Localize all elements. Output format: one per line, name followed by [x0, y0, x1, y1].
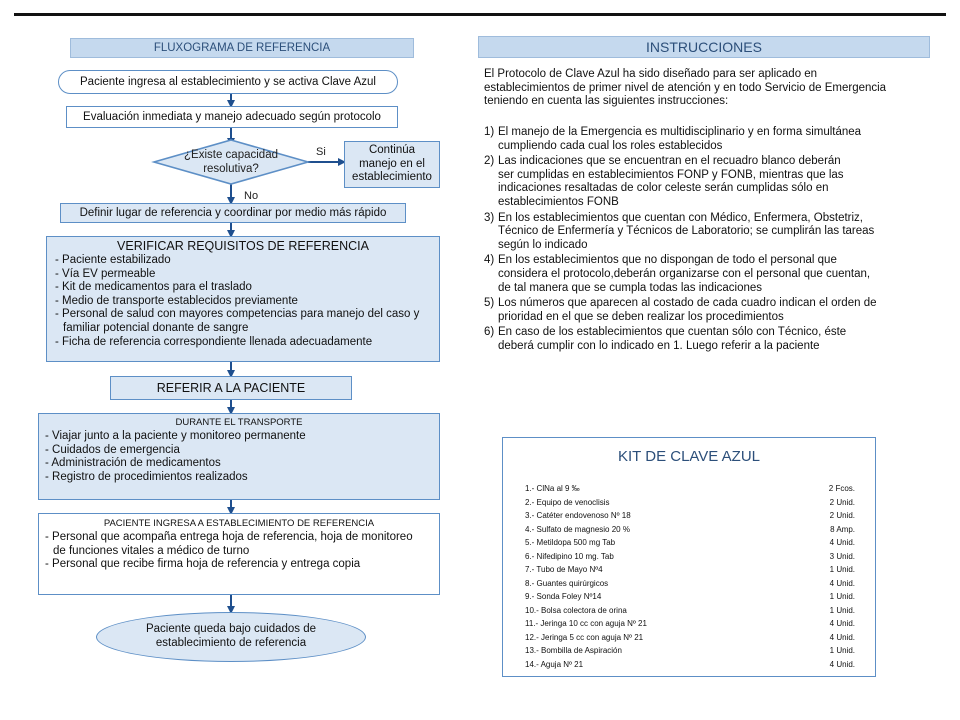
instructions-intro — [484, 68, 934, 109]
instruction-line: cumpliendo cada cual los roles establecidos — [498, 139, 723, 152]
transport-box — [38, 413, 440, 500]
arrival-box — [38, 513, 440, 595]
instructions-title: INSTRUCCIONES — [478, 36, 930, 58]
instruction-item — [484, 254, 934, 295]
arrival-item: - Personal que recibe firma hoja de referencia y entrega copia — [45, 558, 361, 571]
kit-box — [502, 437, 876, 677]
decision-line-2: resolutiva? — [203, 163, 259, 175]
verify-item: - Paciente estabilizado — [55, 254, 171, 266]
refer-patient-box: REFERIR A LA PACIENTE — [110, 376, 352, 400]
verify-item: - Medio de transporte establecidos previamente — [55, 294, 298, 307]
kit-item-qty: 1 Unid. — [829, 646, 855, 655]
flowchart-title: FLUXOGRAMA DE REFERENCIA — [70, 38, 414, 58]
kit-item-name: 14.- Aguja Nº 21 — [525, 659, 584, 669]
kit-title: KIT DE CLAVE AZUL — [618, 448, 760, 465]
kit-item-name: 7.- Tubo de Mayo Nº4 — [525, 565, 603, 574]
instruction-line: El manejo de la Emergencia es multidisciplinario y en forma simultánea — [498, 126, 862, 138]
kit-item-qty: 4 Unid. — [829, 578, 855, 588]
kit-item-qty: 2 Unid. — [829, 497, 855, 507]
instruction-line: según lo indicado — [498, 238, 588, 251]
instruction-number: 5) — [484, 297, 495, 310]
kit-item-qty: 1 Unid. — [829, 592, 855, 601]
continue-line-1: Continúa — [368, 144, 416, 157]
instruction-line: ser cumplidas en establecimientos FONP y FONB, mientras que las — [498, 168, 844, 181]
kit-item-qty: 3 Unid. — [829, 551, 855, 561]
intro-line: teniendo en cuenta las siguientes instrucciones: — [484, 95, 729, 108]
transport-item: - Administración de medicamentos — [45, 457, 221, 470]
kit-item-name: 3.- Catéter endovenoso Nº 18 — [525, 511, 631, 520]
kit-item-name: 2.- Equipo de venoclisis — [525, 497, 610, 507]
kit-item-name: 6.- Nifedipino 10 mg. Tab — [525, 551, 614, 561]
continue-box — [344, 141, 440, 188]
kit-item-name: 5.- Metildopa 500 mg Tab — [525, 538, 616, 547]
instructions-list — [484, 126, 934, 356]
kit-item-name: 11.- Jeringa 10 cc con aguja Nº 21 — [525, 619, 647, 628]
instruction-line: En caso de los establecimientos que cuentan sólo con Técnico, éste — [498, 326, 847, 339]
instruction-item — [484, 126, 934, 153]
decision-label — [170, 147, 292, 179]
kit-item-name: 4.- Sulfato de magnesio 20 % — [525, 524, 630, 534]
verify-item: - Vía EV permeable — [55, 267, 156, 280]
instruction-item — [484, 297, 934, 324]
transport-item: - Cuidados de emergencia — [45, 443, 180, 456]
instruction-number: 3) — [484, 211, 495, 224]
kit-item-qty: 1 Unid. — [829, 605, 855, 615]
kit-item-name: 9.- Sonda Foley Nº14 — [525, 592, 602, 601]
verify-requirements-box — [46, 236, 440, 362]
intro-line: El Protocolo de Clave Azul ha sido diseñado para ser aplicado en — [484, 68, 818, 80]
instruction-line: indicaciones resaltadas de color celeste serán cumplidas sólo en — [498, 182, 829, 195]
instruction-line: Las indicaciones que se encuentran en el recuadro blanco deberán — [498, 155, 841, 168]
kit-item-name: 10.- Bolsa colectora de orina — [525, 605, 627, 615]
yes-label: Si — [316, 146, 326, 158]
define-referral-box: Definir lugar de referencia y coordinar por medio más rápido — [60, 203, 406, 223]
transport-list — [45, 430, 433, 484]
end-line-1: Paciente queda bajo cuidados de — [145, 623, 317, 636]
arrival-title: PACIENTE INGRESA A ESTABLECIMIENTO DE REFERENCIA — [103, 518, 375, 529]
instruction-line: En los establecimientos que no dispongan de todo el personal que — [498, 254, 837, 267]
kit-item-qty: 1 Unid. — [829, 565, 855, 574]
instruction-line: En los establecimientos que cuentan con Médico, Enfermera, Obstetriz, — [498, 211, 863, 224]
instruction-number: 6) — [484, 326, 495, 339]
verify-item: - Kit de medicamentos para el traslado — [55, 281, 252, 294]
kit-item-qty: 2 Unid. — [829, 511, 855, 520]
instruction-item — [484, 212, 934, 253]
arrival-item: de funciones vitales a médico de turno — [53, 544, 250, 557]
instruction-line: de tal manera que se cumpla todas las indicaciones — [498, 281, 763, 294]
no-label: No — [244, 190, 259, 202]
instruction-line: Los números que aparecen al costado de cada cuadro indican el orden de — [498, 297, 877, 310]
kit-item-name: 13.- Bombilla de Aspiración — [525, 646, 622, 655]
end-line-2: establecimiento de referencia — [155, 637, 307, 649]
verify-item: familiar potencial donante de sangre — [63, 321, 249, 334]
instruction-line: considera el protocolo,deberán organizarse con el personal que cuentan, — [498, 267, 871, 280]
instruction-line: prioridad en el que se deben realizar los procedimientos — [498, 310, 784, 323]
instruction-line: deberá cumplir con lo indicado en 1. Luego referir a la paciente — [498, 339, 820, 352]
transport-item: - Viajar junto a la paciente y monitoreo permanente — [45, 430, 306, 442]
instruction-number: 4) — [484, 254, 495, 267]
kit-item-name: 12.- Jeringa 5 cc con aguja Nº 21 — [525, 632, 644, 642]
arrival-list — [45, 531, 433, 572]
verify-list — [55, 254, 431, 349]
kit-item-qty: 4 Unid. — [829, 538, 855, 547]
start-terminal: Paciente ingresa al establecimiento y se activa Clave Azul — [58, 70, 398, 94]
instruction-line: establecimientos FONB — [498, 195, 619, 208]
transport-item: - Registro de procedimientos realizados — [45, 470, 248, 483]
kit-item-qty: 2 Fcos. — [828, 484, 855, 493]
kit-item-qty: 4 Unid. — [829, 659, 855, 669]
instruction-line: Técnico de Enfermería y Técnicos de Laboratorio; se cumplirán las tareas — [498, 225, 875, 238]
kit-item-qty: 4 Unid. — [829, 632, 855, 642]
arrival-item: - Personal que acompaña entrega hoja de referencia, hoja de monitoreo — [45, 531, 413, 543]
intro-line: establecimientos de primer nivel de atención y en todo Servicio de Emergencia — [484, 81, 887, 94]
instruction-number: 1) — [484, 126, 495, 138]
kit-item-name: 8.- Guantes quirúrgicos — [525, 578, 609, 588]
continue-line-3: establecimiento — [352, 171, 432, 184]
kit-item-qty: 8 Amp. — [830, 524, 855, 534]
transport-title: DURANTE EL TRANSPORTE — [175, 417, 303, 428]
continue-line-2: manejo en el — [359, 157, 425, 170]
verify-item: - Ficha de referencia correspondiente llenada adecuadamente — [55, 335, 373, 348]
evaluation-box: Evaluación inmediata y manejo adecuado según protocolo — [66, 106, 398, 128]
instruction-number: 2) — [484, 155, 495, 168]
end-terminal — [96, 612, 366, 662]
verify-title: VERIFICAR REQUISITOS DE REFERENCIA — [117, 239, 369, 253]
kit-item-name: 1.- ClNa al 9 ‰ — [525, 484, 580, 493]
verify-item: - Personal de salud con mayores competencias para manejo del caso y — [55, 308, 420, 321]
kit-item-qty: 4 Unid. — [829, 619, 855, 628]
instruction-item — [484, 155, 934, 209]
decision-line-1: ¿Existe capacidad — [184, 149, 278, 162]
instruction-item — [484, 326, 934, 353]
